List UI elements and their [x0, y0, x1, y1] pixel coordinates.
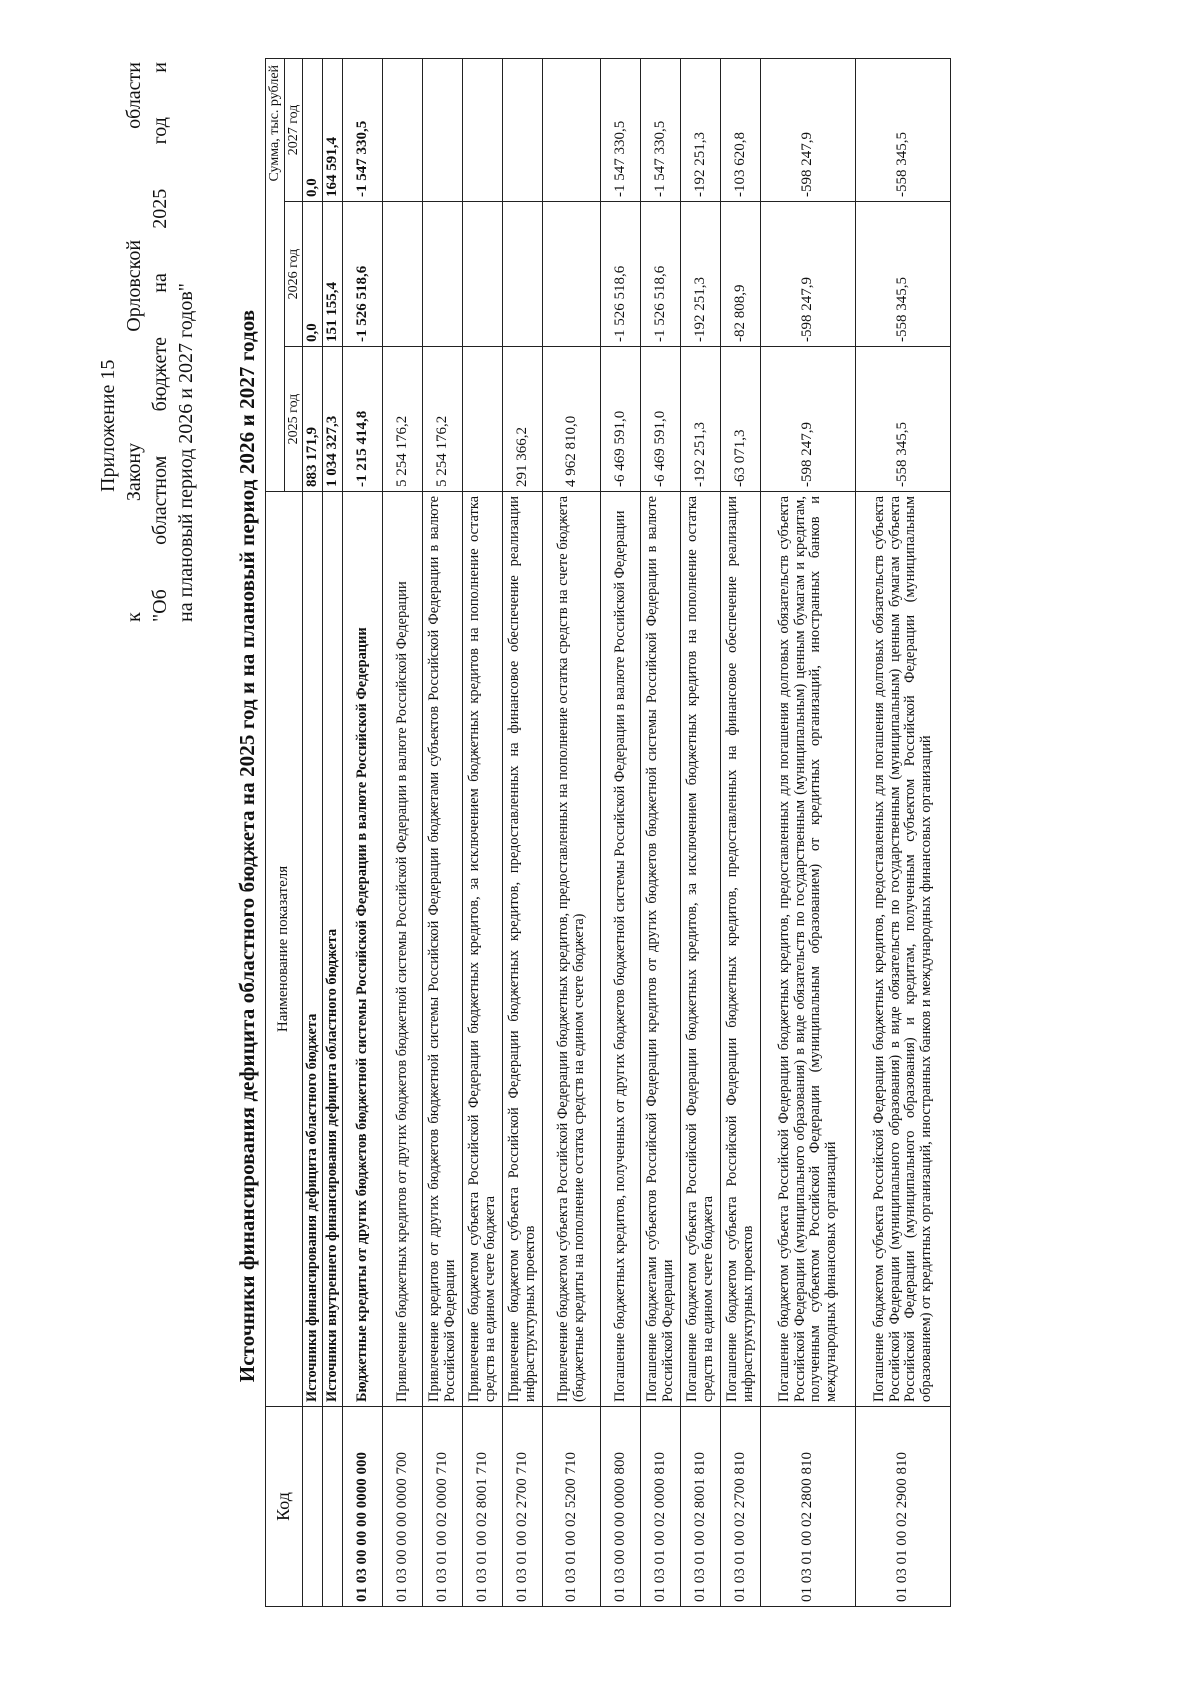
appendix-word: Орловской: [123, 239, 145, 332]
row-name: Погашение бюджетом субъекта Российской Федерации бюджетных кредитов, предоставленных для погашения долговых обязательств субъекта Российской Федерации (муниципального образования) в виде обязательств по государственным (муниципальным) ценным бумагам и кредитам, полученным субъектом Российской Федерации (муниципальным образованием) от кредитных организаций, иностранных банков и международных финансовых организаций: [761, 492, 856, 1407]
header-year-2027: 2027 год: [284, 58, 303, 201]
row-code: 01 03 01 00 02 2800 810: [761, 1407, 856, 1607]
appendix-word: области: [123, 62, 145, 129]
table-row: [323, 58, 343, 1606]
table-row: [343, 58, 383, 1606]
row-value-2025: -598 247,9: [761, 347, 856, 492]
row-code: 01 03 01 00 02 2900 810: [856, 1407, 951, 1607]
row-code: 01 03 00 00 00 0000 800: [601, 1407, 641, 1607]
table-row: [463, 58, 503, 1606]
appendix-number: Приложение 15: [97, 359, 119, 492]
row-value-2027: -192 251,3: [681, 58, 721, 201]
row-value-2026: [503, 202, 543, 347]
table-row: [601, 58, 641, 1606]
document-title: Источники финансирования дефицита областного бюджета на 2025 год и на плановый период 2026 и 2027 годов: [235, 309, 259, 1383]
row-code: 01 03 01 00 02 0000 810: [641, 1407, 681, 1607]
row-value-2025: -63 071,3: [721, 347, 761, 492]
row-value-2027: -1 547 330,5: [601, 58, 641, 201]
row-value-2027: -103 620,8: [721, 58, 761, 201]
row-value-2026: -192 251,3: [681, 202, 721, 347]
row-value-2025: 4 962 810,0: [543, 347, 601, 492]
table-row: [681, 58, 721, 1606]
row-code: 01 03 00 00 00 0000 000: [343, 1407, 383, 1607]
row-value-2026: [423, 202, 463, 347]
row-value-2027: [383, 58, 423, 201]
row-value-2025: -1 215 414,8: [343, 347, 383, 492]
appendix-header: [95, 62, 199, 622]
appendix-word: год: [149, 117, 171, 145]
row-name: Погашение бюджетом субъекта Российской Федерации бюджетных кредитов, предоставленных на финансовое обеспечение реализации инфраструктурных проектов: [721, 492, 761, 1407]
appendix-word: к: [123, 612, 145, 622]
row-value-2027: [503, 58, 543, 201]
row-code: 01 03 01 00 02 8001 810: [681, 1407, 721, 1607]
row-value-2026: -1 526 518,6: [343, 202, 383, 347]
appendix-word: на плановый период 2026 и 2027 годов": [175, 283, 197, 622]
row-value-2025: 1 034 327,3: [323, 347, 343, 492]
row-value-2025: -6 469 591,0: [601, 347, 641, 492]
row-value-2026: [463, 202, 503, 347]
row-value-2027: -558 345,5: [856, 58, 951, 201]
table-row: [503, 58, 543, 1606]
row-code: 01 03 01 00 02 5200 710: [543, 1407, 601, 1607]
row-value-2025: -558 345,5: [856, 347, 951, 492]
header-code: Код: [266, 1407, 303, 1607]
table-row: [641, 58, 681, 1606]
appendix-line-2: [121, 62, 147, 622]
table-row: [761, 58, 856, 1606]
row-value-2026: 0,0: [303, 202, 323, 347]
appendix-word: 2025: [149, 188, 171, 229]
table-row: [303, 58, 323, 1606]
header-year-2026: 2026 год: [284, 202, 303, 347]
row-name: Погашение бюджетом субъекта Российской Федерации бюджетных кредитов, за исключением бюджетных кредитов на пополнение остатка средств на едином счете бюджета: [681, 492, 721, 1407]
financing-table: [265, 58, 951, 1607]
row-code: 01 03 01 00 02 0000 710: [423, 1407, 463, 1607]
row-value-2027: -1 547 330,5: [641, 58, 681, 201]
header-year-2025: 2025 год: [284, 347, 303, 492]
row-name: Привлечение бюджетом субъекта Российской Федерации бюджетных кредитов, предоставленных на финансовое обеспечение реализации инфраструктурных проектов: [503, 492, 543, 1407]
table-row: [383, 58, 423, 1606]
row-code: 01 03 01 00 02 2700 810: [721, 1407, 761, 1607]
row-name: Привлечение бюджетом субъекта Российской Федерации бюджетных кредитов, предоставленных на пополнение остатка средств на счете бюджета (бюджетные кредиты на пополнение остатка средств на едином счете бюджета): [543, 492, 601, 1407]
row-value-2027: [543, 58, 601, 201]
row-name: Погашение бюджетных кредитов, полученных от других бюджетов бюджетной системы Российской Федерации в валюте Российской Федерации: [601, 492, 641, 1407]
row-value-2025: -192 251,3: [681, 347, 721, 492]
table-header-row-1: [266, 58, 285, 1606]
appendix-word: "Об: [149, 589, 171, 622]
appendix-line-3: [147, 62, 173, 622]
row-value-2025: -6 469 591,0: [641, 347, 681, 492]
row-value-2027: 164 591,4: [323, 58, 343, 201]
table-row: [543, 58, 601, 1606]
row-value-2025: 291 366,2: [503, 347, 543, 492]
row-value-2027: [423, 58, 463, 201]
appendix-word: бюджете: [149, 337, 171, 412]
row-code: [303, 1407, 323, 1607]
row-value-2026: -82 808,9: [721, 202, 761, 347]
header-name: Наименование показателя: [266, 492, 303, 1407]
row-value-2025: 883 171,9: [303, 347, 323, 492]
row-name: Погашение бюджетами субъектов Российской Федерации кредитов от других бюджетов бюджетной системы Российской Федерации в валюте Российской Федерации: [641, 492, 681, 1407]
row-value-2027: -1 547 330,5: [343, 58, 383, 201]
appendix-word: на: [149, 273, 171, 293]
row-name: Бюджетные кредиты от других бюджетов бюджетной системы Российской Федерации в валюте Российской Федерации: [343, 492, 383, 1407]
header-sum-unit: Сумма, тыс. рублей: [266, 58, 285, 491]
row-value-2027: 0,0: [303, 58, 323, 201]
row-value-2026: -558 345,5: [856, 202, 951, 347]
row-value-2025: [463, 347, 503, 492]
appendix-word: Закону: [123, 442, 145, 502]
row-value-2025: 5 254 176,2: [383, 347, 423, 492]
appendix-word: и: [149, 62, 171, 73]
row-name: Привлечение бюджетных кредитов от других бюджетов бюджетной системы Российской Федерации в валюте Российской Федерации: [383, 492, 423, 1407]
row-value-2027: -598 247,9: [761, 58, 856, 201]
row-value-2027: [463, 58, 503, 201]
table-row: [721, 58, 761, 1606]
row-code: [323, 1407, 343, 1607]
row-name: Источники финансирования дефицита областного бюджета: [303, 492, 323, 1407]
row-value-2026: -1 526 518,6: [601, 202, 641, 347]
row-value-2026: 151 155,4: [323, 202, 343, 347]
row-code: 01 03 00 00 00 0000 700: [383, 1407, 423, 1607]
row-value-2026: [383, 202, 423, 347]
appendix-word: областном: [149, 455, 171, 545]
row-value-2026: -598 247,9: [761, 202, 856, 347]
row-value-2026: -1 526 518,6: [641, 202, 681, 347]
row-name: Привлечение бюджетом субъекта Российской Федерации бюджетных кредитов, за исключением бюджетных кредитов на пополнение остатка средств на едином счете бюджета: [463, 492, 503, 1407]
row-code: 01 03 01 00 02 2700 710: [503, 1407, 543, 1607]
appendix-line-4: [173, 62, 199, 622]
row-name: Привлечение кредитов от других бюджетов бюджетной системы Российской Федерации бюджетами субъектов Российской Федерации в валюте Российской Федерации: [423, 492, 463, 1407]
row-name: Источники внутреннего финансирования дефицита областного бюджета: [323, 492, 343, 1407]
row-name: Погашение бюджетом субъекта Российской Федерации бюджетных кредитов, предоставленных для погашения долговых обязательств субъекта Российской Федерации (муниципального образования) в виде обязательств по государственным (муниципальным) ценным бумагам субъекта Российской Федерации (муниципального образования) и кредитам, полученным субъектом Российской Федерации (муниципальным образованием) от кредитных организаций, иностранных банков и международных финансовых организаций: [856, 492, 951, 1407]
table-row: [856, 58, 951, 1606]
appendix-line-1: [95, 62, 121, 622]
row-code: 01 03 01 00 02 8001 710: [463, 1407, 503, 1607]
row-value-2025: 5 254 176,2: [423, 347, 463, 492]
row-value-2026: [543, 202, 601, 347]
table-row: [423, 58, 463, 1606]
